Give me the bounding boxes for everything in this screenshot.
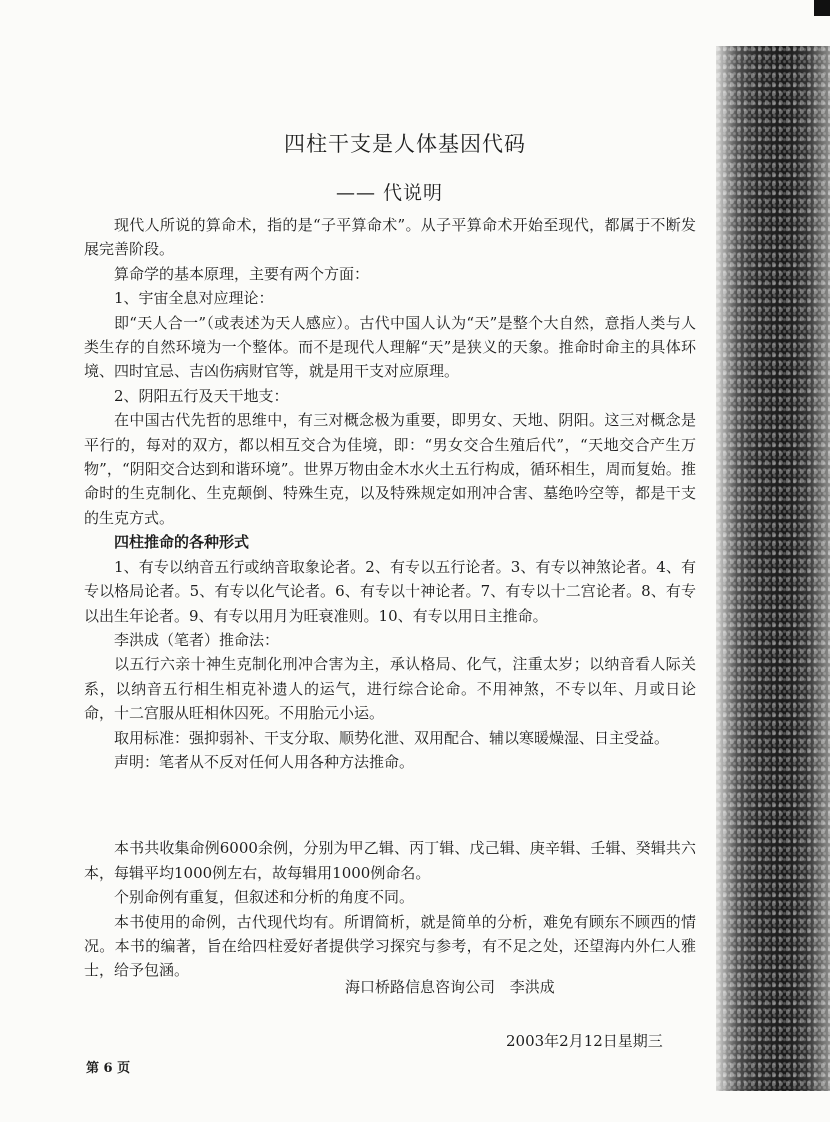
document-body (84, 213, 696, 983)
paragraph-spacer (84, 774, 696, 836)
statement: 声明：笔者从不反对任何人用各种方法推命。 (114, 752, 415, 771)
date: 2003年2月12日星期三 (506, 1032, 663, 1050)
section-heading: 李洪成（笔者）推命法： (114, 630, 280, 649)
page-number: 第 6 页 (86, 1061, 131, 1076)
section-heading: 2、阴阳五行及天干地支： (114, 386, 289, 405)
scan-edge-shadow (716, 46, 830, 1091)
paragraph: 在中国古代先哲的思维中，有三对概念极为重要，即男女、天地、阴阳。这三对概念是平行的，每对的双方，都以相互交合为佳境，即：“男女交合生殖后代”，“天地交合产生万物”，“阴阳交合达到和谐环境”。世界万物由金木水火土五行构成，循环相生，周而复始。推命时的生克制化、生克颠倒、特殊生克，以及特殊规定如刑冲合害、墓绝吟空等，都是干支的生克方式。 (84, 411, 696, 527)
scan-corner-mark (814, 0, 830, 16)
paragraph: 即“天人合一”（或表述为天人感应）。古代中国人认为“天”是整个大自然，意指人类与人类生存的自然环境为一个整体。而不是现代人理解“天”是狭义的天象。推命时命主的具体环境、四时宜忌、吉凶伤病财官等，就是用干支对应原理。 (84, 313, 696, 381)
document-subtitle: —— 代说明 (336, 182, 444, 204)
section-heading: 1、宇宙全息对应理论： (114, 289, 274, 308)
signature: 海口桥路信息咨询公司 李洪成 (345, 978, 555, 996)
paragraph: 算命学的基本原理，主要有两个方面： (114, 264, 370, 283)
paragraph: 本书共收集命例6000余例，分别为甲乙辑、丙丁辑、戊己辑、庚辛辑、壬辑、癸辑共六本，每辑平均1000例左右，故每辑用1000例命名。 (84, 839, 696, 882)
section-heading: 四柱推命的各种形式 (114, 533, 250, 552)
paragraph: 现代人所说的算命术，指的是“子平算命术”。从子平算命术开始至现代，都属于不断发展完善阶段。 (84, 216, 696, 259)
paragraph: 本书使用的命例，古代现代均有。所谓简析，就是简单的分析，难免有顾东不顾西的情况。本书的编著，旨在给四柱爱好者提供学习探究与参考，有不足之处，还望海内外仁人雅士，给予包涵。 (84, 912, 696, 980)
paragraph: 1、有专以纳音五行或纳音取象论者。2、有专以五行论者。3、有专以神煞论者。4、有专以格局论者。5、有专以化气论者。6、有专以十神论者。7、有专以十二宫论者。8、有专以出生年论者。9、有专以用月为旺衰准则。10、有专以用日主推命。 (84, 557, 696, 625)
paragraph: 以五行六亲十神生克制化刑冲合害为主，承认格局、化气，注重太岁；以纳音看人际关系，以纳音五行相生相克补遗人的运气，进行综合论命。不用神煞，不专以年、月或日论命，十二宫服从旺相休囚死。不用胎元小运。 (84, 655, 696, 723)
paragraph: 个别命例有重复，但叙述和分析的角度不同。 (114, 888, 415, 907)
document-title: 四柱干支是人体基因代码 (284, 132, 526, 156)
paragraph: 取用标准：强抑弱补、干支分取、顺势化泄、双用配合、辅以寒暖燥湿、日主受益。 (114, 728, 670, 747)
